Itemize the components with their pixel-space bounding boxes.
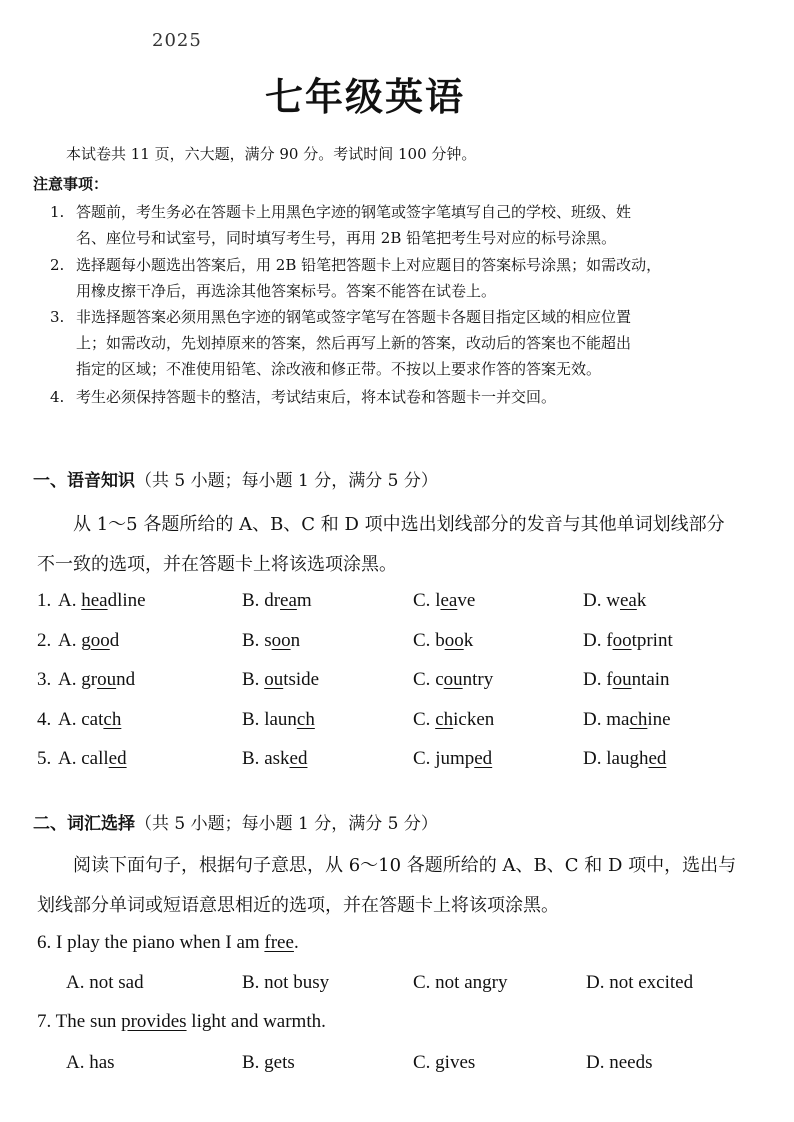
answer-option [413,748,492,770]
answer-option [58,590,146,612]
section1-scoring: （共 5 小题；每小题 1 分，满分 5 分） [135,471,438,491]
underlined-letters: ch [629,708,648,730]
answer-option [242,669,319,691]
answer-option: B. gets [242,1052,295,1073]
option-letter: A. [58,708,82,730]
note-number: 4. [50,388,65,406]
option-word-part: l [435,590,441,611]
underlined-letters: ou [264,669,284,690]
note-item-2 [50,252,740,304]
option-letter: C. [413,590,436,611]
question-number: 1. [37,590,52,611]
option-letter: D. [583,708,607,730]
option-word-part: ma [606,708,630,730]
section1-title: 一、语音知识 [33,471,135,491]
underlined-letters: ou [443,669,463,690]
answer-option: D. needs [586,1052,653,1073]
answer-option [58,748,127,770]
answer-option [583,590,646,612]
option-word-part: tside [283,669,320,690]
option-word-part: ntain [631,669,670,690]
note-text: 上；如需改动，先划掉原来的答案，然后再写上新的答案，改动后的答案也不能超出 [76,334,632,352]
option-letter: C. [413,708,436,730]
option-word-part: w [606,590,620,611]
question-number: 4. [37,708,52,730]
answer-option [242,630,300,652]
note-item-1 [50,199,740,251]
answer-option: B. not busy [242,972,330,993]
option-word-part: m [296,590,312,611]
option-word-part: jump [435,748,475,769]
option-word-part: icken [453,708,495,730]
question-number: 5. [37,748,52,769]
option-word-part: g [81,629,91,651]
section2-heading [33,809,438,834]
option-word-part: laugh [606,748,649,769]
option-letter: D. [583,748,607,769]
option-letter: D. [583,629,607,651]
answer-option [413,590,475,612]
note-text: 名、座位号和试室号，同时填写考生号，再用 2B 铅笔把考生号对应的标号涂黑。 [76,229,617,247]
option-letter: A. [58,590,82,611]
option-letter: B. [242,748,265,769]
question-number: 3. [37,669,52,690]
section2-instruction: 阅读下面句子，根据句子意思，从 6～10 各题所给的 A、B、C 和 D 项中，选出与划线部分单词或短语意思相近的选项，并在答题卡上将该项涂黑。 [37,855,737,916]
option-word-part: ve [457,590,476,611]
option-word-part: ine [647,708,671,730]
stem-text: . [293,932,299,953]
answer-option [58,669,135,691]
answer-option [242,709,315,731]
answer-option: C. gives [413,1052,476,1073]
underlined-letters: ch [296,708,315,730]
underlined-letters: ou [612,669,632,690]
question-number: 6. [37,932,56,953]
question-stem [37,932,299,954]
underlined-letters: oo [90,629,110,651]
option-word-part: ask [264,748,290,769]
answer-option [413,630,473,652]
answer-option [583,669,670,691]
option-letter: A. [58,629,82,651]
underlined-letters: ed [648,748,667,769]
underlined-letters: oo [612,629,632,651]
notes-heading: 注意事项： [33,175,109,193]
option-letter: D. [583,669,607,690]
underlined-letters: ea [280,590,297,611]
note-text: 指定的区域；不准使用铅笔、涂改液和修正带。不按以上要求作答的答案无效。 [76,360,602,378]
section1-heading [33,466,438,491]
answer-option [242,590,312,612]
option-letter: B. [242,708,265,730]
answer-option [242,748,307,770]
question-stem [37,1011,326,1033]
answer-option [58,630,119,652]
option-letter: D. [583,590,607,611]
option-word-part: c [435,669,444,690]
option-word-part: tprint [631,629,673,651]
underlined-letters: ea [440,590,458,611]
note-item-3 [50,304,740,382]
note-number: 1. [50,203,65,221]
answer-option [413,709,494,731]
option-letter: B. [242,590,265,611]
note-number: 3. [50,308,65,326]
underlined-letters: oo [271,629,291,651]
option-word-part: k [463,629,474,651]
option-word-part: f [606,629,613,651]
answer-option: D. not excited [586,972,694,993]
underlined-letters: oo [444,629,464,651]
option-word-part: k [636,590,647,611]
note-text: 用橡皮擦干净后，再选涂其他答案标号。答案不能答在试卷上。 [76,282,497,300]
underlined-word: free [264,932,294,953]
option-letter: A. [58,669,82,690]
underlined-letters: ed [108,748,127,769]
section2-title: 二、词汇选择 [33,814,135,834]
answer-option [58,709,121,731]
underlined-word: provides [121,1011,187,1032]
answer-option [583,630,673,652]
answer-option [583,709,671,731]
page-title: 七年级英语 [264,74,465,119]
underlined-letters: ou [97,669,117,690]
option-word-part: ntry [462,669,494,690]
option-word-part: b [435,629,445,651]
option-letter: B. [242,629,265,651]
option-word-part: n [290,629,301,651]
option-word-part: cat [81,708,104,730]
answer-option: A. has [66,1052,115,1073]
option-word-part: s [264,629,272,651]
note-text: 选择题每小题选出答案后，用 2B 铅笔把答题卡上对应题目的答案标号涂黑；如需改动， [76,256,662,274]
section1-instruction: 从 1～5 各题所给的 A、B、C 和 D 项中选出划线部分的发音与其他单词划线部分不一致的选项，并在答题卡上将该选项涂黑。 [37,514,725,575]
underlined-letters: ed [474,748,493,769]
answer-option [413,669,493,691]
underlined-letters: ch [103,708,122,730]
question-number: 7. [37,1011,56,1032]
answer-option: A. not sad [66,972,144,993]
option-word-part: dr [264,590,281,611]
option-word-part: dline [107,590,146,611]
stem-text: The sun [55,1011,122,1032]
note-text: 考生必须保持答题卡的整洁，考试结束后，将本试卷和答题卡一并交回。 [76,388,557,406]
underlined-letters: hea [81,590,108,611]
option-word-part: call [81,748,109,769]
underlined-letters: ed [289,748,308,769]
stem-text: light and warmth. [186,1011,326,1032]
answer-option: C. not angry [413,972,508,993]
option-word-part: laun [264,708,297,730]
option-letter: C. [413,748,436,769]
exam-intro: 本试卷共 11 页，六大题，满分 90 分。考试时间 100 分钟。 [66,145,477,163]
option-letter: B. [242,669,265,690]
option-letter: C. [413,669,436,690]
note-text: 答题前，考生务必在答题卡上用黑色字迹的钢笔或签字笔填写自己的学校、班级、姓 [76,203,632,221]
option-word-part: d [109,629,120,651]
option-word-part: f [606,669,613,690]
header-year-fragment: 2025 [152,30,202,51]
note-text: 非选择题答案必须用黑色字迹的钢笔或签字笔写在答题卡各题目指定区域的相应位置 [76,308,632,326]
underlined-letters: ch [435,708,454,730]
section2-scoring: （共 5 小题；每小题 1 分，满分 5 分） [135,814,438,834]
option-word-part: gr [81,669,98,690]
option-word-part: nd [116,669,136,690]
answer-option [583,748,666,770]
note-item-4 [50,384,740,410]
question-number: 2. [37,629,52,651]
option-letter: A. [58,748,82,769]
stem-text: I play the piano when I am [56,932,265,953]
underlined-letters: ea [619,590,637,611]
option-letter: C. [413,629,436,651]
note-number: 2. [50,256,65,274]
